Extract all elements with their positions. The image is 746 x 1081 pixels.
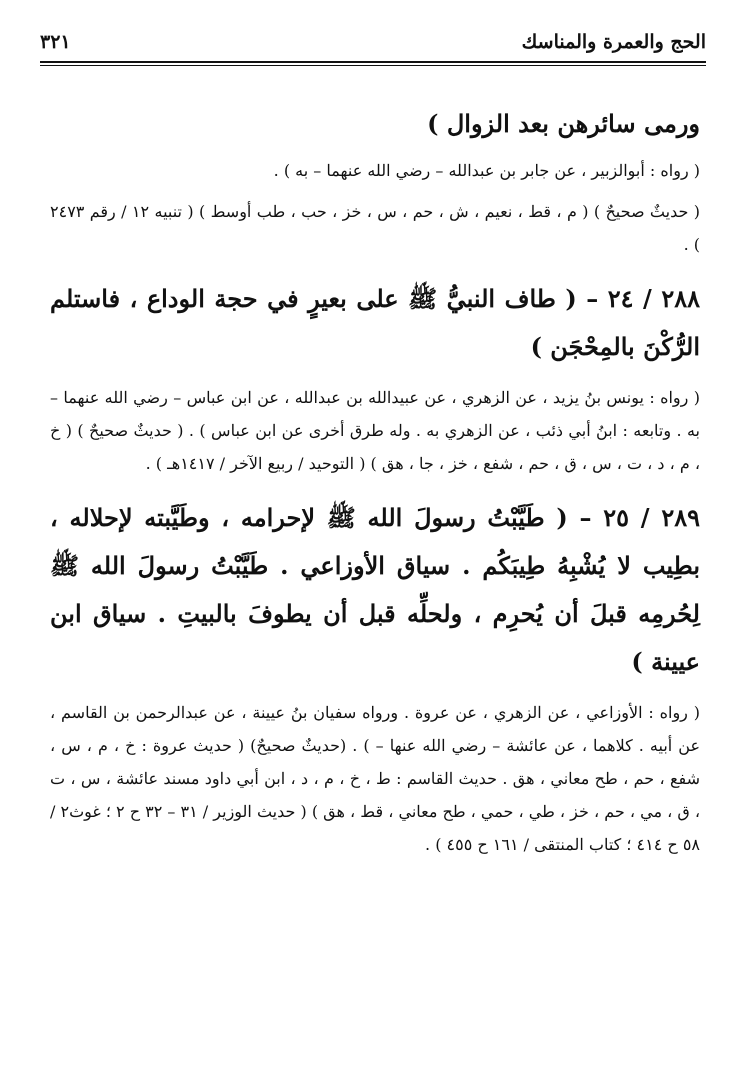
header-title: الحج والعمرة والمناسك (521, 31, 706, 53)
hadith-text-end: ورمى سائرهن بعد الزوال ) (427, 109, 700, 138)
hadith-289: ٢٨٩ / ٢٥ – ( طَيَّبْتُ رسولَ الله ﷺ لإحرامه ، وطَيَّبته لإحلاله ، بطِيب لا يُشْبِهُ طِيبَكُم . سياق الأوزاعي . طَيَّبْتُ رسولَ الله ﷺ لِحُرمِه قبلَ أن يُحرِم ، ولحلِّه قبل أن يطوفَ بالبيتِ . سياق ابن عيينة ) (50, 503, 700, 676)
header-rule-thin (40, 65, 706, 66)
hadith-288: ٢٨٨ / ٢٤ – ( طاف النبيُّ ﷺ على بعيرٍ في حجة الوداع ، فاستلم الرُّكْنَ بالمِحْجَن ) (50, 284, 700, 361)
page-body (50, 100, 700, 861)
hadith-288-note: ( رواه : يونس بنُ يزيد ، عن الزهري ، عن عبيدالله بن عبدالله ، عن ابن عباس – رضي الله عنهما – به . وتابعه : ابنُ أبي ذئب ، عن الزهري به . وله طرق أخرى عن ابن عباس ) . ( حديثٌ صحيحٌ ) ( خ ، م ، د ، ت ، س ، ق ، حم ، شفع ، خز ، جا ، هق ) ( التوحيد / ربيع الآخر / ١٤١٧هـ ) . (50, 388, 700, 473)
hadith-289-note: ( رواه : الأوزاعي ، عن الزهري ، عن عروة . ورواه سفيان بنُ عيينة ، عن عبدالرحمن بن القاسم ، عن أبيه . كلاهما ، عن عائشة – رضي الله عنها – ) . (حديثٌ صحيحٌ) ( حديث عروة : خ ، م ، س ، شفع ، حم ، طح معاني ، هق . حديث القاسم : ط ، خ ، م ، د ، ابن أبي داود مسند عائشة ، س ، ت ، ق ، مي ، حم ، خز ، طي ، حمي ، طح معاني ، قط ، هق ) ( حديث الوزير / ٣١ – ٣٢ ح ٢ ؛ غوث٢ / ٥٨ ح ٤١٤ ؛ كتاب المنتقى / ١٦١ ح ٤٥٥ ) . (50, 703, 701, 854)
grading-note: ( حديثٌ صحيحٌ ) ( م ، قط ، نعيم ، ش ، حم ، س ، خز ، حب ، طب أوسط ) ( تنبيه ١٢ / رقم ٢٤٧٣ ) . (50, 202, 700, 254)
narration-note: ( رواه : أبوالزبير ، عن جابر بن عبدالله – رضي الله عنهما – به ) . (273, 161, 700, 180)
page-header (40, 24, 706, 60)
page-number: ٣٢١ (40, 31, 71, 53)
header-rule-thick (40, 61, 706, 63)
